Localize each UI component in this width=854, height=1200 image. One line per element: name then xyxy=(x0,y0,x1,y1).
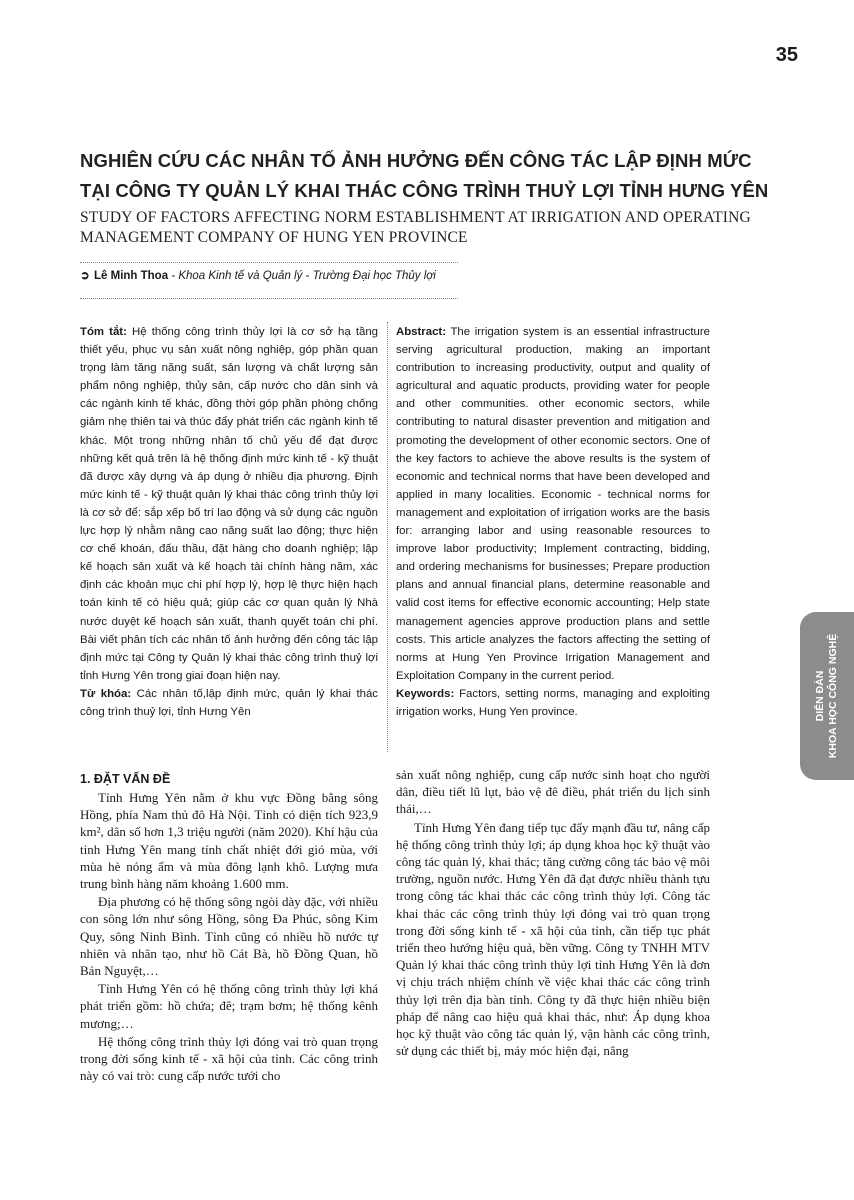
keywords-text: Các nhân tố,lập định mức, quản lý khai thác công trình thuỷ lợi, tỉnh Hưng Yên xyxy=(80,687,379,718)
abstract-text: The irrigation system is an essential infrastructure serving agricultural production, making an important contribution to increasing productivity, output and quality of agricultural and aquatic products, providing water for people and other communities. other economic sectors, while contributing to natural disaster prevention and mitigation and promoting the development of other economic sectors. One of the key factors to achieve the above results is the system of economic and technical norms that have been developed and applied in many localities. Economic - technical norms for management and exploitation of irrigation works are the basis for: arranging labor and using reasonable resources to improve labor productivity; Implement contracting, bidding, and ordering mechanisms for businesses; Prepare production plans and annual financial plans, determine reasonable and valid cost items for effective economic accounting; Help state management agencies approve production plans and settle costs. This article analyzes the factors affecting the setting of norms at Hung Yen Province Irrigation Management and Exploitation Company in the current period. xyxy=(396,326,710,682)
section-side-tab xyxy=(800,612,854,780)
arrow-icon: ➲ xyxy=(80,270,90,282)
side-tab-line: DIỄN ĐÀN xyxy=(814,670,826,722)
divider xyxy=(80,298,458,299)
keywords-text: Factors, setting norms, managing and exploiting irrigation works, Hung Yen province. xyxy=(396,687,710,718)
body-column-left xyxy=(80,771,378,1085)
author-line xyxy=(80,268,436,282)
abstract-label: Tóm tắt: xyxy=(80,326,127,338)
abstract-text: Hệ thống công trình thủy lợi là cơ sở hạ tầng thiết yếu, phục vụ sản xuất nông nghiệp, góp phần quan trọng làm tăng năng suất, sản lượng và chất lượng sản phẩm nông nghiệp, thủy sản, cấp nước cho dân sinh và các ngành kinh tế khác, đồng thời góp phần phòng chống giảm nhẹ thiên tai và thúc đẩy phát triển các ngành kinh tế khác. Một trong những nhân tố chủ yếu để đạt được những kết quả trên là hệ thống định mức kinh tế - kỹ thuật đã được xây dựng và áp dụng ở nhiều địa phương. Định mức kinh tế - kỹ thuật quản lý khai thác công trình thủy lợi là cơ sở để: sắp xếp bố trí lao động và sử dụng các nguồn lực hợp lý nhằm nâng cao năng suất lao động; thực hiện cơ chế khoán, đấu thầu, đặt hàng cho doanh nghiệp; lập kế hoạch sản xuất và kế hoạch tài chính hàng năm, xác định các khoản mục chi phí hợp lý, hợp lệ thực hiện hạch toán kinh tế có hiệu quả; giúp các cơ quan quản lý Nhà nước duyệt kế hoạch sản xuất, thanh quyết toán chi phí. Bài viết phân tích các nhân tố ảnh hưởng đến công tác lập định mức tại Công ty Quản lý khai thác công trình thuỷ lợi tỉnh Hưng Yên trong giai đoạn hiện nay. xyxy=(80,326,378,682)
author-affiliation: - Khoa Kinh tế và Quản lý - Trường Đại học Thủy lợi xyxy=(168,270,436,282)
abstract-label: Abstract: xyxy=(396,326,447,338)
abstract-english xyxy=(396,323,710,721)
article-title: NGHIÊN CỨU CÁC NHÂN TỐ ẢNH HƯỞNG ĐẾN CÔNG TÁC LẬP ĐỊNH MỨC TẠI CÔNG TY QUẢN LÝ KHAI THÁC CÔNG TRÌNH THUỶ LỢI TỈNH HƯNG YÊN xyxy=(80,150,769,201)
article-title-english: STUDY OF FACTORS AFFECTING NORM ESTABLISHMENT AT IRRIGATION AND OPERATING MANAGEMENT COMPANY OF HUNG YEN PROVINCE xyxy=(80,209,751,246)
column-divider xyxy=(387,322,388,752)
abstract-vietnamese xyxy=(80,323,378,721)
paragraph: Tỉnh Hưng Yên có hệ thống công trình thủy lợi khá phát triển gồm: hồ chứa; đê; trạm bơm; hệ thống kênh mương;… xyxy=(80,981,378,1031)
side-tab-label xyxy=(814,634,840,758)
body-column-right xyxy=(396,766,710,1060)
paragraph: Địa phương có hệ thống sông ngòi dày đặc, với nhiều con sông lớn như sông Hồng, sông Đa Phúc, sông Kim Quy, sông Ninh Bình. Tỉnh cũng có nhiều hồ nước tự nhiên và nhân tạo, như hồ Cát Bà, hồ Đồng Quan, hồ Bán Nguyệt,… xyxy=(80,894,378,979)
paragraph: Tỉnh Hưng Yên đang tiếp tục đẩy mạnh đầu tư, nâng cấp hệ thống công trình thủy lợi; áp dụng khoa học kỹ thuật vào công tác quản lý, khai thác; tăng cường công tác bảo vệ môi trường, nguồn nước. Hưng Yên đã đạt được nhiều thành tựu trong công tác khai thác các công trình thủy lợi. Công tác khai thác các công trình thủy lợi đóng vai trò quan trọng trong đời sống kinh tế - xã hội của tỉnh, cần tiếp tục phát triển theo hướng hiệu quả, bền vững. Công ty TNHH MTV Quản lý khai thác công trình thủy lợi tỉnh Hưng Yên là đơn vị chịu trách nhiệm chính về việc khai thác các công trình thủy lợi trên địa bàn tỉnh. Công ty đã thực hiện nhiều biện pháp để nâng cao hiệu quả khai thác, như: Áp dụng khoa học kỹ thuật vào công tác quản lý, vận hành các công trình, sử dụng các thiết bị, máy móc hiện đại, nâng xyxy=(396,819,710,1059)
keywords-label: Từ khóa: xyxy=(80,687,132,700)
paragraph: sản xuất nông nghiệp, cung cấp nước sinh hoạt cho người dân, điều tiết lũ lụt, bảo vệ đê điều, phát triển du lịch sinh thái,… xyxy=(396,767,710,817)
divider xyxy=(80,262,458,263)
side-tab-line: KHOA HỌC CÔNG NGHỆ xyxy=(827,633,839,759)
paragraph: Hệ thống công trình thủy lợi đóng vai trò quan trọng trong đời sống kinh tế - xã hội của tỉnh. Các công trình này có vai trò: cung cấp nước tưới cho xyxy=(80,1033,378,1084)
author-name: Lê Minh Thoa xyxy=(94,270,169,282)
section-heading: 1. ĐẶT VẤN ĐỀ xyxy=(80,772,171,786)
paragraph: Tỉnh Hưng Yên nằm ở khu vực Đồng bằng sông Hồng, phía Nam thủ đô Hà Nội. Tỉnh có diện tích 923,9 km², dân số hơn 1,3 triệu người (năm 2020). Khí hậu của tỉnh Hưng Yên mang tính chất nhiệt đới gió mùa, với mùa hè nóng ẩm và mùa đông lạnh khô. Lượng mưa trung bình hàng năm khoảng 1.600 mm. xyxy=(80,790,378,892)
page-number: 35 xyxy=(775,44,798,66)
keywords-label: Keywords: xyxy=(396,687,455,700)
